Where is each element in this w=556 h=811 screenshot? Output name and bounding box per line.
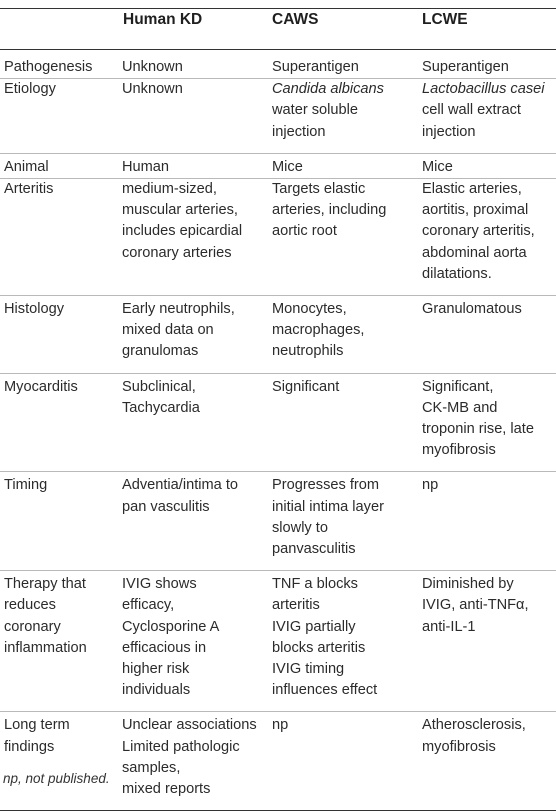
lcwe-cell	[419, 179, 556, 296]
row-label-cell	[0, 79, 116, 154]
cell-line: Subclinical,	[122, 378, 196, 395]
caws-cell	[267, 373, 419, 472]
cell-line: Adventia/intima to	[122, 477, 239, 494]
cell-line: aortitis, proximal	[422, 202, 529, 219]
cell-line: IVIG shows	[122, 576, 197, 593]
lcwe-cell	[419, 79, 556, 154]
table-row	[0, 50, 556, 79]
cell-line: Timing	[4, 477, 48, 494]
cell-line: Significant	[272, 378, 340, 395]
cell-line: TNF a blocks	[272, 576, 358, 593]
lcwe-cell	[419, 571, 556, 712]
cell-line: arteries, including	[272, 202, 387, 219]
lcwe-cell	[419, 296, 556, 374]
cell-line: Animal	[4, 158, 49, 175]
cell-line: coronary arteritis,	[422, 223, 535, 240]
cell-line: panvasculitis	[272, 541, 356, 558]
row-label-cell	[0, 472, 116, 571]
cell-line: Granulomatous	[422, 301, 522, 318]
human-kd-cell	[116, 571, 267, 712]
cell-line: Significant,	[422, 378, 494, 395]
cell-line: Diminished by	[422, 576, 514, 593]
cell-line: myofibrosis	[422, 442, 496, 459]
cell-line: IVIG, anti-TNFα,	[422, 597, 529, 614]
header-cell-caws: CAWS	[272, 11, 319, 28]
cell-line: Superantigen	[272, 59, 359, 75]
cell-line: includes epicardial	[122, 223, 243, 240]
cell-line: pan vasculitis	[122, 498, 210, 515]
cell-line: Long term	[4, 717, 70, 734]
cell-line: efficacious in	[122, 639, 207, 656]
cell-line: Progresses from	[272, 477, 380, 494]
table-row	[0, 373, 556, 472]
cell-line: granulomas	[122, 343, 199, 360]
cell-line: Therapy that	[4, 576, 86, 593]
cell-line: IVIG timing	[272, 661, 345, 678]
lcwe-cell	[419, 712, 556, 811]
human-kd-cell	[116, 179, 267, 296]
cell-line: Histology	[4, 301, 65, 318]
cell-line: Tachycardia	[122, 399, 200, 416]
cell-line: inflammation	[4, 639, 87, 656]
table-row	[0, 712, 556, 811]
cell-line: CK-MB and	[422, 399, 498, 416]
cell-line: Cyclosporine A	[122, 618, 220, 635]
human-kd-cell	[116, 472, 267, 571]
cell-line: Elastic arteries,	[422, 181, 522, 198]
cell-line: dilatations.	[422, 265, 492, 282]
lcwe-cell	[419, 373, 556, 472]
row-label-cell	[0, 153, 116, 178]
cell-line: individuals	[122, 682, 191, 699]
human-kd-cell	[116, 50, 267, 79]
cell-line: reduces	[4, 597, 56, 614]
caws-cell	[267, 296, 419, 374]
table-row	[0, 153, 556, 178]
cell-line-italic: Candida albicans	[272, 81, 384, 98]
caws-cell	[267, 50, 419, 79]
cell-line: Etiology	[4, 81, 56, 98]
cell-line: samples,	[122, 759, 181, 776]
human-kd-cell	[116, 296, 267, 374]
cell-line: coronary	[4, 618, 61, 635]
cell-line: Unknown	[122, 81, 183, 98]
cell-line: Superantigen	[422, 59, 509, 75]
cell-line: mixed reports	[122, 781, 211, 798]
cell-line: abdominal aorta	[422, 244, 527, 261]
cell-line-italic: Lactobacillus casei	[422, 81, 545, 98]
cell-line: coronary arteries	[122, 244, 232, 261]
row-label-cell	[0, 50, 116, 79]
cell-line: anti-IL-1	[422, 618, 476, 635]
lcwe-cell	[419, 50, 556, 79]
table-row	[0, 296, 556, 374]
cell-line: injection	[422, 123, 476, 140]
cell-line: slowly to	[272, 519, 328, 536]
table-row	[0, 472, 556, 571]
cell-line: aortic root	[272, 223, 337, 240]
cell-line: blocks arteritis	[272, 639, 366, 656]
header-cell-lcwe: LCWE	[422, 11, 468, 28]
cell-line: findings	[4, 738, 55, 755]
caws-cell	[267, 472, 419, 571]
cell-line: Early neutrophils,	[122, 301, 235, 318]
cell-line: Myocarditis	[4, 378, 78, 395]
human-kd-cell	[116, 79, 267, 154]
comparison-table	[0, 8, 556, 811]
header-row	[0, 9, 556, 50]
caws-cell	[267, 179, 419, 296]
cell-line: myofibrosis	[422, 738, 496, 755]
table-footnote: np, not published.	[3, 771, 110, 786]
cell-line: influences effect	[272, 682, 378, 699]
caws-cell	[267, 712, 419, 811]
cell-line: cell wall extract	[422, 102, 521, 119]
cell-line: Atherosclerosis,	[422, 717, 526, 734]
cell-line: initial intima layer	[272, 498, 384, 515]
cell-line: muscular arteries,	[122, 202, 238, 219]
cell-line: Unknown	[122, 59, 183, 75]
cell-line: Targets elastic	[272, 181, 366, 198]
cell-line: Limited pathologic	[122, 738, 240, 755]
row-label-cell	[0, 296, 116, 374]
cell-line: np	[272, 717, 289, 734]
cell-line: efficacy,	[122, 597, 175, 614]
cell-line: troponin rise, late	[422, 421, 534, 438]
cell-line: IVIG partially	[272, 618, 356, 635]
cell-line: mixed data on	[122, 322, 214, 339]
table-header	[0, 9, 556, 50]
cell-line: Unclear associations	[122, 717, 257, 734]
cell-line: np	[422, 477, 439, 494]
human-kd-cell	[116, 712, 267, 811]
row-label-cell	[0, 179, 116, 296]
table-row	[0, 179, 556, 296]
cell-line: macrophages,	[272, 322, 365, 339]
row-label-cell	[0, 373, 116, 472]
caws-cell	[267, 79, 419, 154]
caws-cell	[267, 153, 419, 178]
cell-line: higher risk	[122, 661, 190, 678]
human-kd-cell	[116, 373, 267, 472]
header-cell-blank	[0, 9, 116, 50]
row-label-cell	[0, 571, 116, 712]
caws-cell	[267, 571, 419, 712]
cell-line: medium-sized,	[122, 181, 217, 198]
cell-line: neutrophils	[272, 343, 344, 360]
cell-line: Human	[122, 158, 170, 175]
cell-line: Arteritis	[4, 181, 54, 198]
cell-line: water soluble	[272, 102, 358, 119]
human-kd-cell	[116, 153, 267, 178]
cell-line: Mice	[422, 158, 453, 175]
cell-line: injection	[272, 123, 326, 140]
lcwe-cell	[419, 153, 556, 178]
table-body	[0, 50, 556, 811]
table-row	[0, 79, 556, 154]
cell-line: Pathogenesis	[4, 59, 93, 75]
table-row	[0, 571, 556, 712]
cell-line: Mice	[272, 158, 303, 175]
cell-line: Monocytes,	[272, 301, 347, 318]
row-label-cell	[0, 712, 116, 811]
lcwe-cell	[419, 472, 556, 571]
cell-line: arteritis	[272, 597, 320, 614]
header-cell-human-kd: Human KD	[123, 11, 203, 28]
